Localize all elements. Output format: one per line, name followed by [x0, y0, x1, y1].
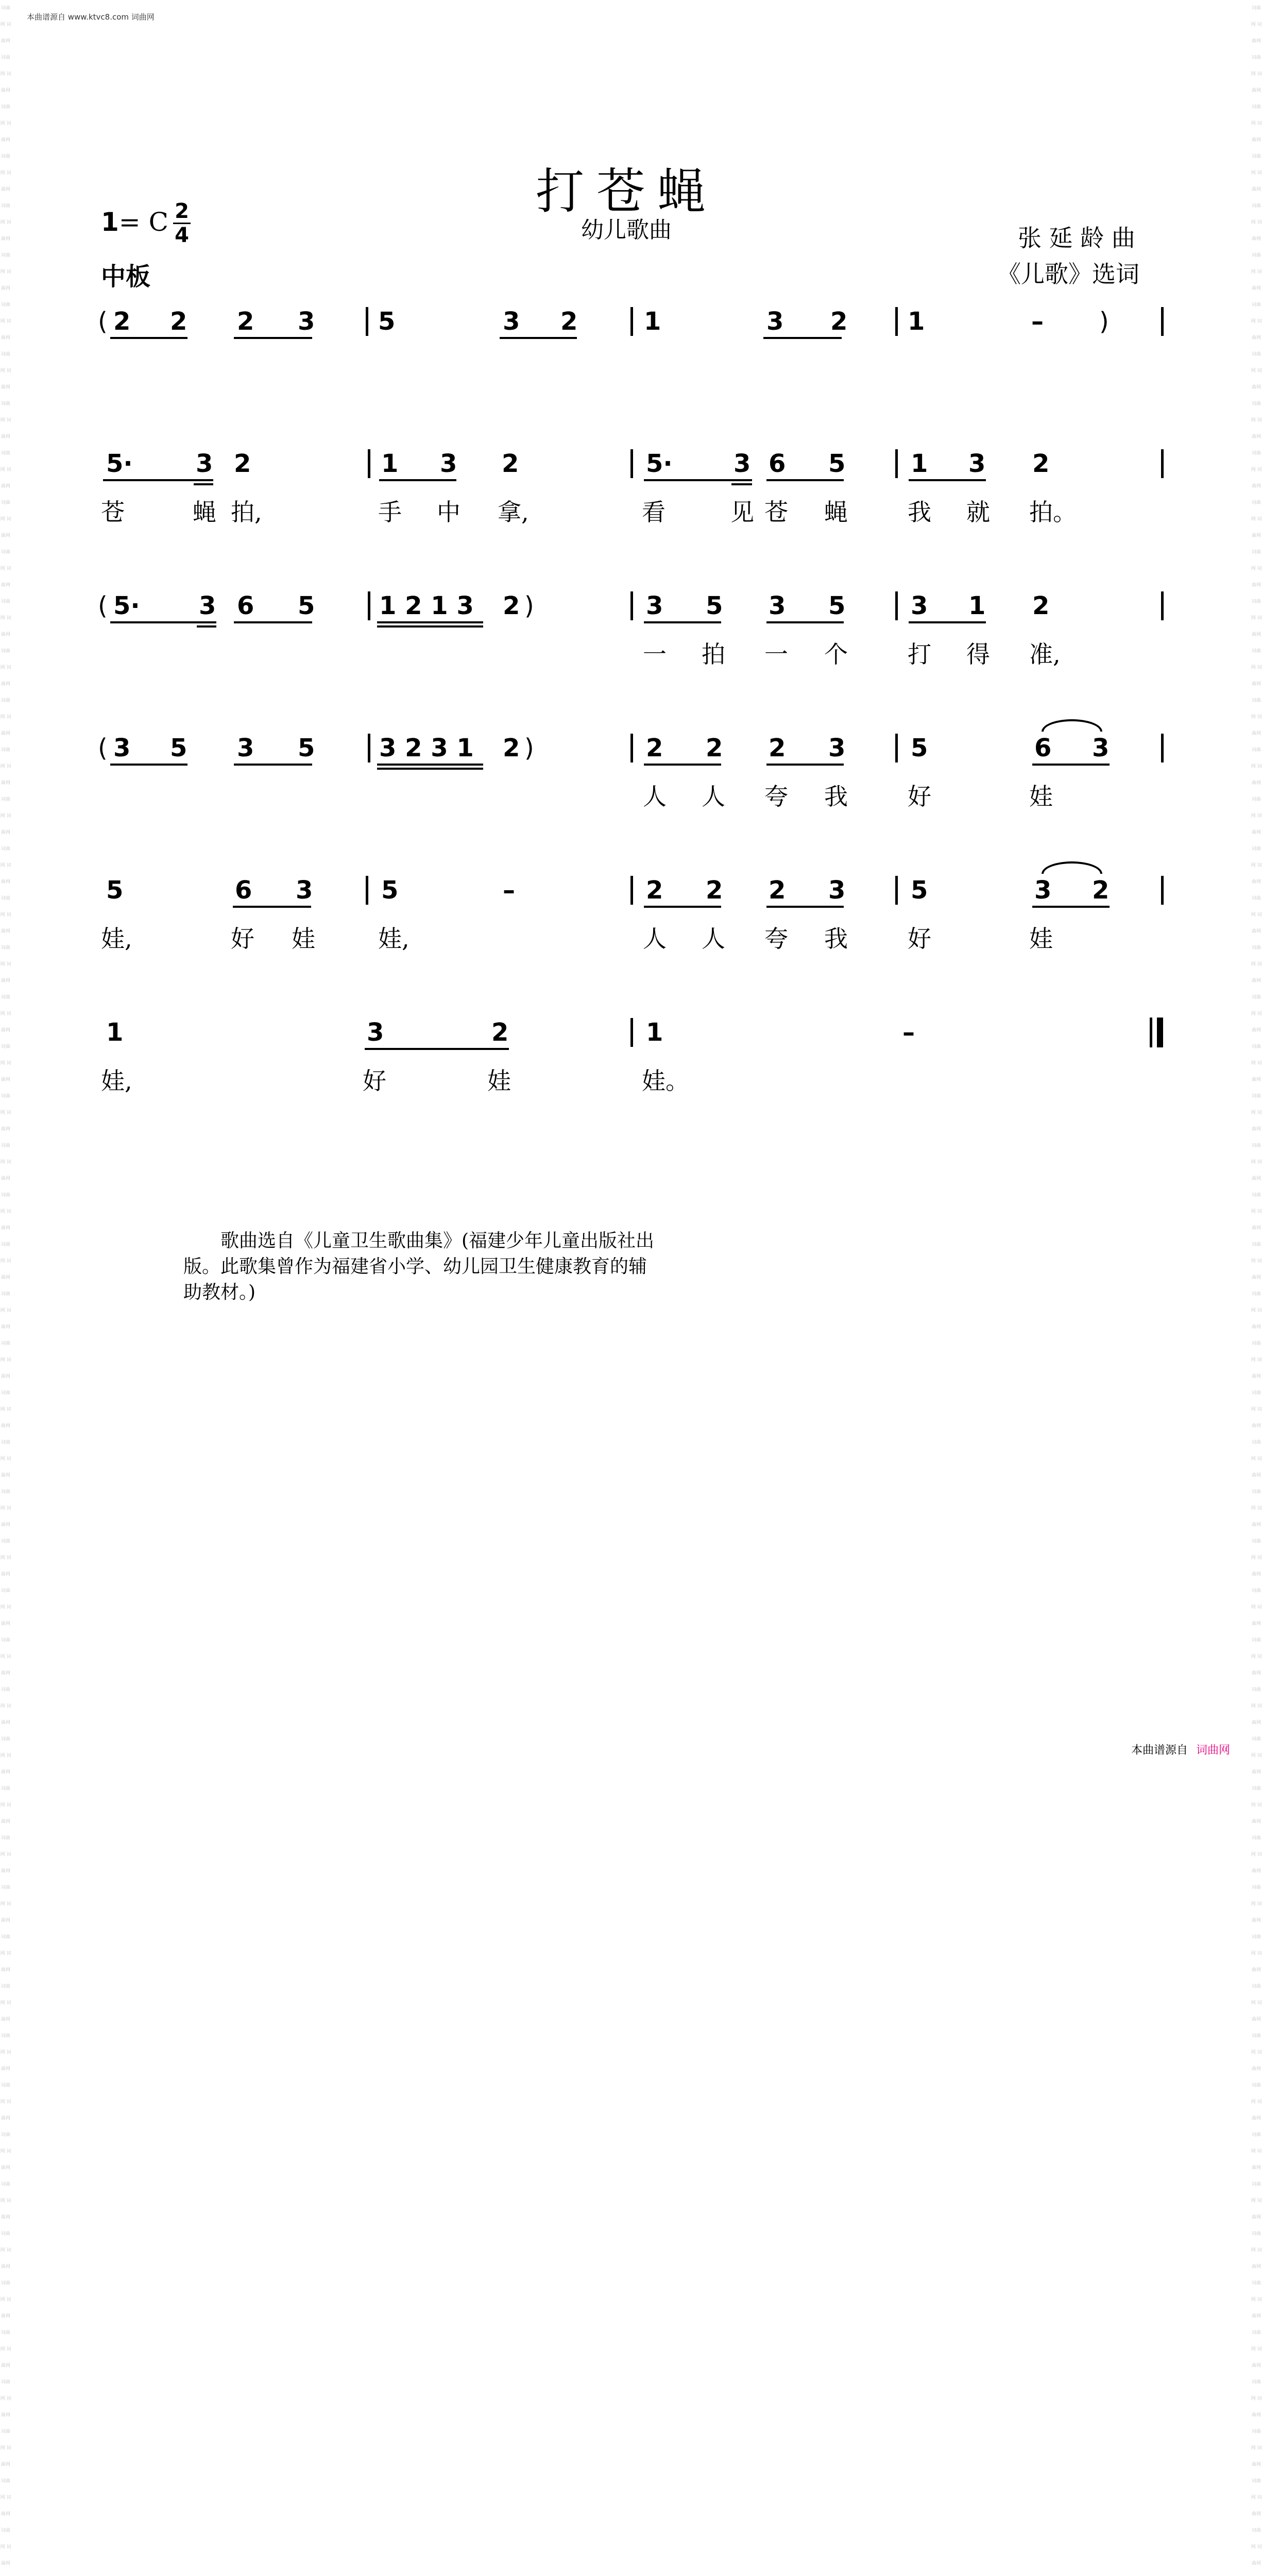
time-signature [173, 201, 191, 246]
note: 3 [367, 1018, 384, 1047]
note: 2 [706, 734, 723, 762]
note: ) [1099, 307, 1109, 336]
note: ( [98, 591, 108, 620]
note: 3 [828, 876, 846, 905]
lyric: 拍 [702, 640, 725, 668]
source-note: 歌曲选自《儿童卫生歌曲集》(福建少年儿童出版社出版。此歌集曾作为福建省小学、幼儿园卫生健康教育的辅助教材。) [183, 1230, 655, 1303]
lyric: 娃 [292, 925, 315, 953]
note: 2 [502, 449, 519, 478]
note-group: 1 2 1 3 [379, 591, 474, 620]
lyric: 拍。 [1029, 498, 1077, 526]
lyric: 蝇 [193, 498, 216, 526]
tie-arc [1042, 719, 1102, 732]
note: 2 [769, 734, 786, 762]
tie-arc [1042, 861, 1102, 874]
lyric: 夸 [764, 783, 788, 810]
lyric: 蝇 [824, 498, 848, 526]
note: 3 [646, 591, 663, 620]
lyric: 人 [702, 925, 725, 953]
note: ) [524, 591, 534, 620]
lyric: 一 [764, 640, 788, 668]
lyric: 拿, [498, 498, 529, 526]
note: 3 [766, 307, 784, 336]
note: 3 [237, 734, 254, 762]
note: 3 [769, 591, 786, 620]
song-subtitle: 幼儿歌曲 [581, 217, 672, 243]
lyric: 夸 [764, 925, 788, 953]
note: 2 [491, 1018, 509, 1047]
lyric: 我 [824, 783, 848, 810]
note: 5 [828, 591, 846, 620]
dash: – [902, 1018, 915, 1047]
note: 2 [1092, 876, 1110, 905]
lyric: 好 [231, 925, 254, 953]
note: 2 [1032, 591, 1050, 620]
note: 2 [234, 449, 251, 478]
note: 5 [106, 876, 124, 905]
note: 1 [106, 1018, 124, 1047]
lyric: 见 [730, 498, 754, 526]
lyric: 娃 [1029, 925, 1053, 953]
note: 5 [828, 449, 846, 478]
note: 6 [235, 876, 252, 905]
lyric: 就 [966, 498, 990, 526]
note: 5 [911, 876, 928, 905]
left-border-watermark: 词曲网 词曲网 词曲网 词曲网 词曲网 词曲网 词曲网 词曲网 词曲网 词曲网 词曲网 词曲网 词曲网 词曲网 词曲网 词曲网 词曲网 词曲网 词曲网 词曲网 词曲网 词曲网 词曲网 词曲网 词曲网 词曲网 词曲网 词曲网 词曲网 词曲网 词曲网 词曲网 词曲网 词曲网 词曲网 词曲网 词曲网 词曲网 词曲网 词曲网 词曲网 词曲网 词曲网 词曲网 词曲网 词曲网 词曲网 词曲网 词曲网 词曲网 词曲网 词曲网 词曲网 词曲网 词曲网 词曲网 词曲网 词曲网 词曲网 词曲网 词曲网 词曲网 词曲网 词曲网 词曲网 词曲网 词曲网 词曲网 词曲网 词曲网 词曲网 词曲网 词曲网 词曲网 词曲网 词曲网 词曲网 词曲网 词曲网 词曲网 词曲网 词曲网 词曲网 词曲网 词曲网 词曲网 词曲网 词曲网 词曲网 词曲网 词曲网 词曲网 词曲网 词曲网 词曲网 词曲网 词曲网 词曲网 词曲网 词曲网 词曲网 词曲网 词曲网 词曲网 [0, 6, 11, 2566]
note: 3 [734, 449, 751, 478]
dash: – [1031, 307, 1044, 336]
dash: – [503, 876, 515, 905]
note: 2 [706, 876, 723, 905]
note: 2 [1032, 449, 1050, 478]
lyric: 中 [437, 498, 461, 526]
lyric: 个 [824, 640, 848, 668]
note: 5 [378, 307, 396, 336]
right-border-watermark: 词曲网 词曲网 词曲网 词曲网 词曲网 词曲网 词曲网 词曲网 词曲网 词曲网 词曲网 词曲网 词曲网 词曲网 词曲网 词曲网 词曲网 词曲网 词曲网 词曲网 词曲网 词曲网 词曲网 词曲网 词曲网 词曲网 词曲网 词曲网 词曲网 词曲网 词曲网 词曲网 词曲网 词曲网 词曲网 词曲网 词曲网 词曲网 词曲网 词曲网 词曲网 词曲网 词曲网 词曲网 词曲网 词曲网 词曲网 词曲网 词曲网 词曲网 词曲网 词曲网 词曲网 词曲网 词曲网 词曲网 词曲网 词曲网 词曲网 词曲网 词曲网 词曲网 词曲网 词曲网 词曲网 词曲网 词曲网 词曲网 词曲网 词曲网 词曲网 词曲网 词曲网 词曲网 词曲网 词曲网 词曲网 词曲网 词曲网 词曲网 词曲网 词曲网 词曲网 词曲网 词曲网 词曲网 词曲网 词曲网 词曲网 词曲网 词曲网 词曲网 词曲网 词曲网 词曲网 词曲网 词曲网 词曲网 词曲网 词曲网 词曲网 词曲网 词曲网 词曲网 [1251, 6, 1262, 2566]
lyric: 娃, [101, 925, 132, 953]
time-signature-bottom: 4 [175, 224, 189, 247]
key-rest: = C [118, 207, 168, 237]
lyric: 得 [966, 640, 990, 668]
lyric: 好 [908, 925, 931, 953]
song-title: 打苍蝇 [536, 164, 719, 220]
note: 2 [646, 876, 663, 905]
lyric: 娃, [378, 925, 410, 953]
note: 2 [113, 307, 131, 336]
lyricist-credit: 《儿歌》选词 [997, 260, 1139, 288]
lyric: 拍, [231, 498, 262, 526]
note: 2 [503, 591, 520, 620]
lyric: 一 [643, 640, 667, 668]
key-prefix: 1 [101, 207, 119, 237]
lyric: 看 [642, 498, 666, 526]
note: 3 [440, 449, 457, 478]
note: 3 [199, 591, 216, 620]
note: 5· [113, 591, 140, 620]
note: ( [98, 734, 108, 762]
note: 5 [911, 734, 928, 762]
note: 2 [830, 307, 848, 336]
lyric: 好 [363, 1067, 386, 1095]
note: 2 [646, 734, 663, 762]
note: 2 [560, 307, 578, 336]
note: 1 [908, 307, 925, 336]
lyric: 娃, [101, 1067, 132, 1095]
lyric: 我 [824, 925, 848, 953]
lyric: 打 [908, 640, 931, 668]
note: 2 [503, 734, 520, 762]
note: 2 [769, 876, 786, 905]
note: 5 [381, 876, 399, 905]
lyric: 手 [378, 498, 402, 526]
lyric: 娃。 [642, 1067, 689, 1095]
lyric: 娃 [487, 1067, 511, 1095]
note: 5 [706, 591, 723, 620]
note: 3 [296, 876, 313, 905]
lyric: 好 [908, 783, 931, 810]
note: ) [524, 734, 534, 762]
note: 3 [503, 307, 520, 336]
note: 1 [646, 1018, 663, 1047]
lyric: 人 [702, 783, 725, 810]
note-group: 3 2 3 1 [379, 734, 474, 762]
note: 3 [911, 591, 928, 620]
note: 3 [298, 307, 315, 336]
note: 5 [170, 734, 187, 762]
footer-source-label: 本曲谱源自 [1131, 1744, 1188, 1757]
composer-credit: 张 延 龄 曲 [1018, 224, 1135, 252]
note: 5· [646, 449, 673, 478]
time-signature-top: 2 [175, 199, 189, 223]
final-barline-thin [1150, 1018, 1152, 1047]
note: 1 [644, 307, 661, 336]
note: 2 [170, 307, 187, 336]
note: 6 [769, 449, 786, 478]
note: 3 [968, 449, 986, 478]
note: 3 [828, 734, 846, 762]
lyric: 苍 [101, 498, 125, 526]
note: 3 [113, 734, 131, 762]
key-signature [101, 207, 168, 237]
lyric: 人 [643, 925, 667, 953]
note: 5 [298, 734, 315, 762]
note: 3 [1034, 876, 1052, 905]
final-barline-thick [1157, 1018, 1163, 1047]
note: 2 [237, 307, 254, 336]
note: ( [98, 307, 108, 336]
note: 3 [1092, 734, 1110, 762]
lyric: 我 [908, 498, 931, 526]
footer-site-link[interactable]: 词曲网 [1196, 1744, 1231, 1757]
lyric: 苍 [764, 498, 788, 526]
lyric: 人 [643, 783, 667, 810]
note: 6 [1034, 734, 1052, 762]
lyric: 娃 [1029, 783, 1053, 810]
note: 5 [298, 591, 315, 620]
note: 1 [381, 449, 399, 478]
note: 1 [968, 591, 986, 620]
note: 3 [196, 449, 213, 478]
note: 1 [911, 449, 928, 478]
source-line: 本曲谱源自 www.ktvc8.com 词曲网 [27, 12, 155, 22]
lyric: 准, [1029, 640, 1061, 668]
note: 6 [237, 591, 254, 620]
tempo-marking: 中板 [101, 262, 151, 291]
note: 5· [106, 449, 133, 478]
